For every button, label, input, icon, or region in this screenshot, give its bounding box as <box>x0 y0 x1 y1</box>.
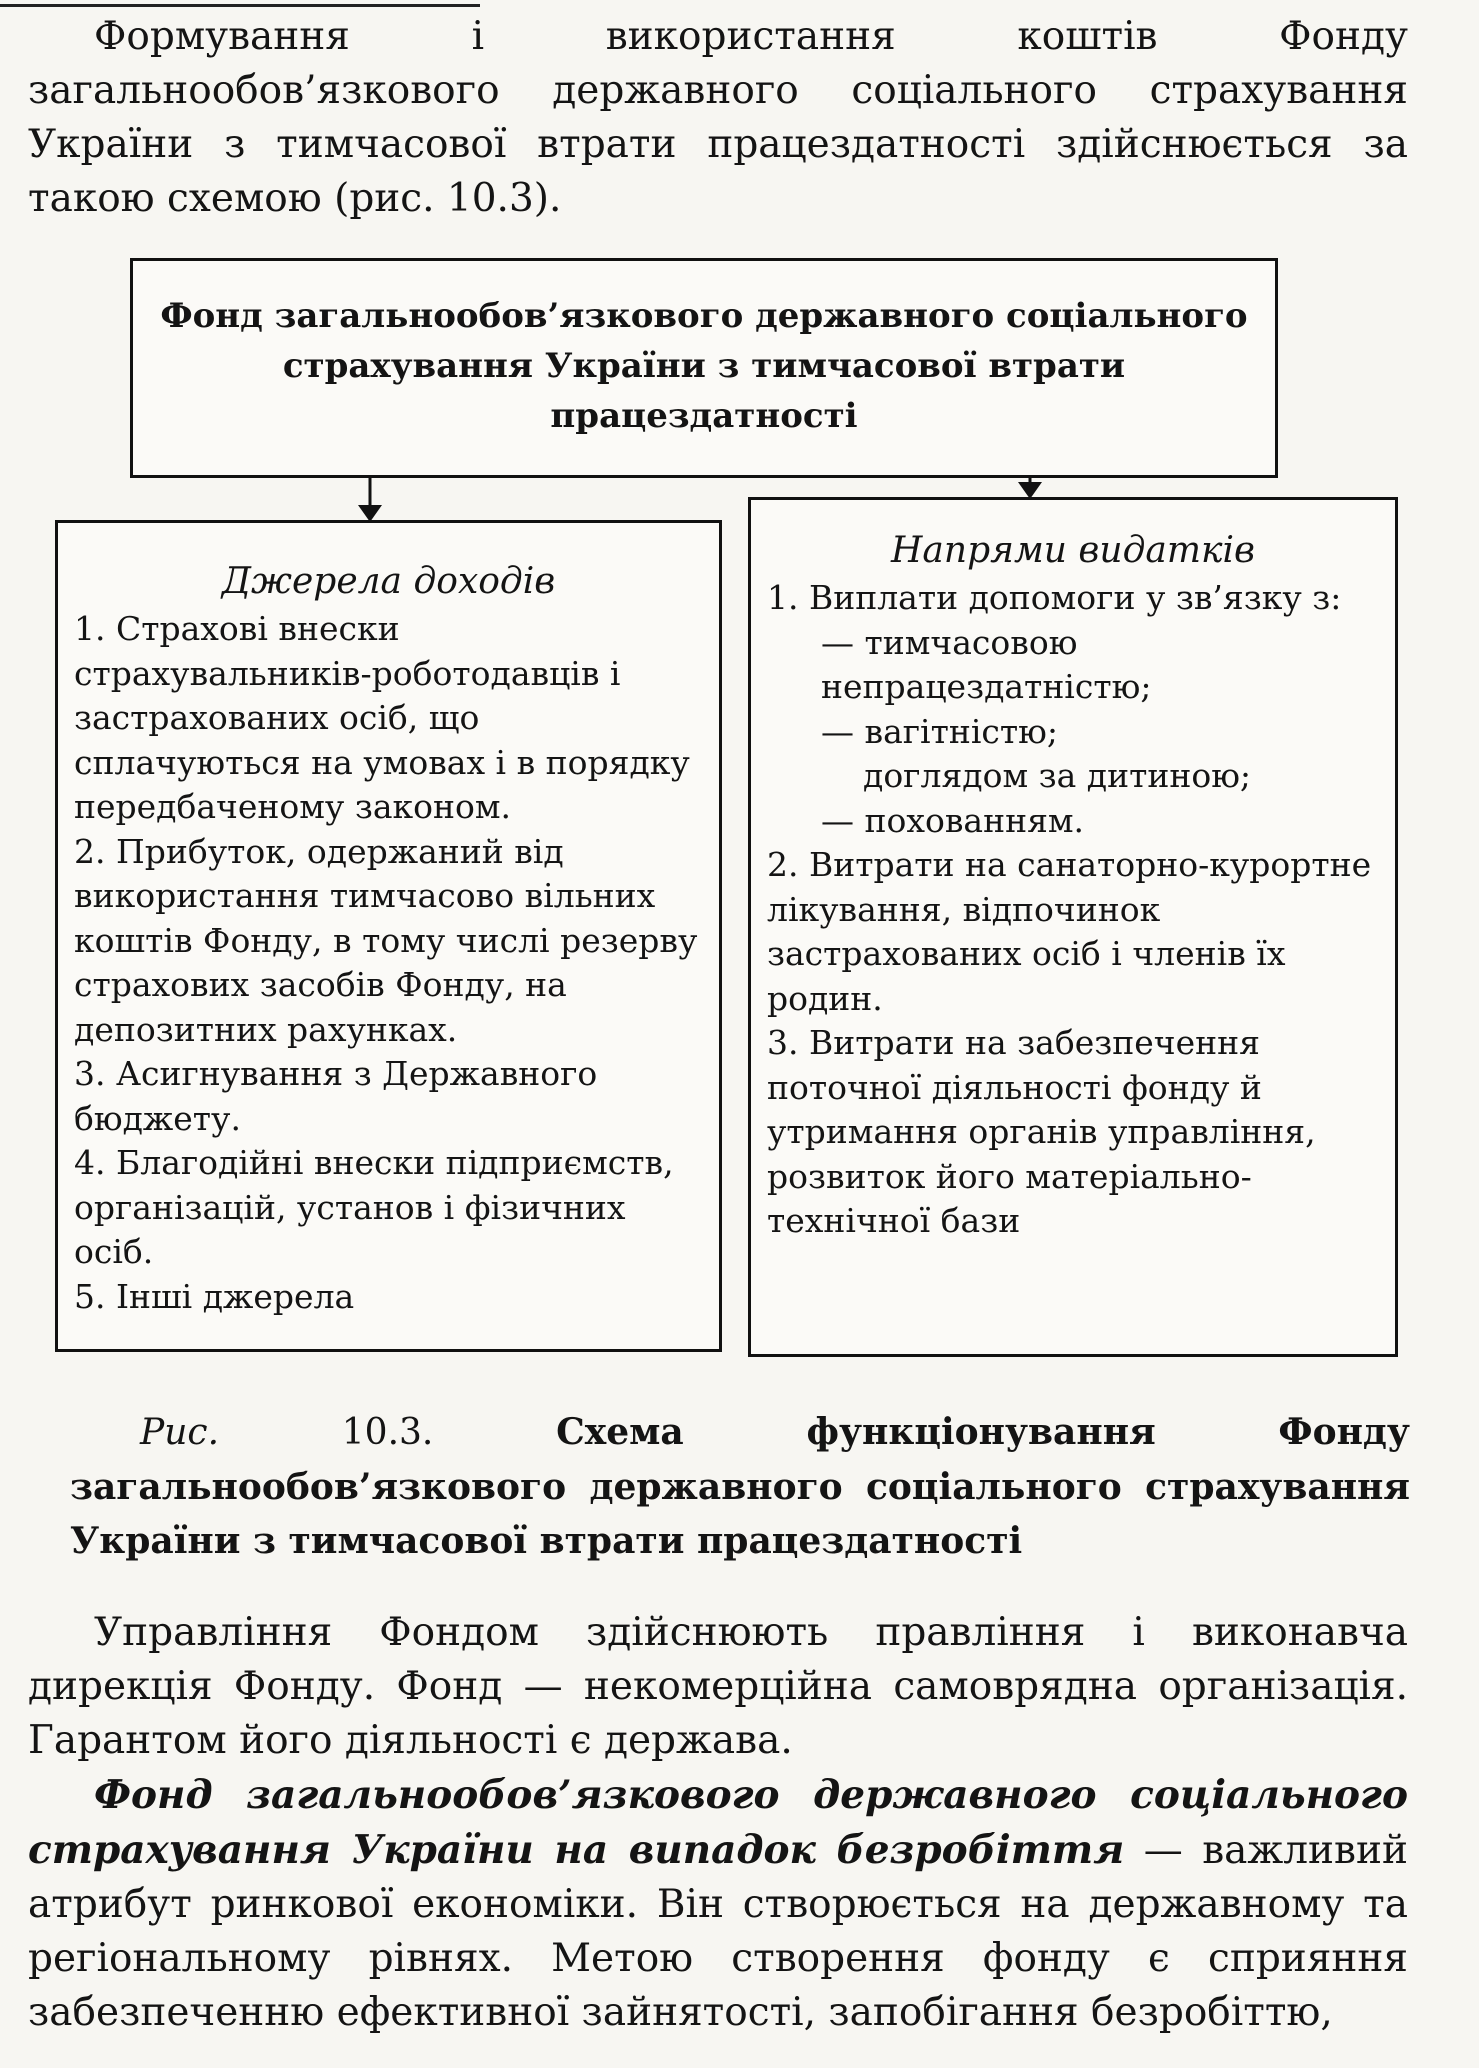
income-item: 1. Страхові внески страхувальників-роботодавців і застрахованих осіб, що сплачуються на умовах і в порядку передбаченому законом. <box>74 609 690 826</box>
figure-caption-text: Схема функціонування Фонду загальнообов’язкового державного соціального страхування України з тимчасової втрати працездатності <box>70 1411 1410 1562</box>
income-sources-list <box>58 607 719 1319</box>
unemployment-fund-term: Фонд загальнообов’язкового державного соціального страхування України на випадок безробіття <box>28 1772 1408 1873</box>
expense-directions-title: Напрями видатків <box>891 530 1255 571</box>
expense-item: 3. Витрати на забезпечення поточної діяльності фонду й утримання органів управління, розвиток його матеріально-технічної бази <box>767 1023 1316 1240</box>
income-item: 5. Інші джерела <box>74 1276 355 1316</box>
income-item: 3. Асигнування з Державного бюджету. <box>74 1054 598 1138</box>
expense-subitem: — похованням. <box>821 800 1085 840</box>
unemployment-fund-paragraph <box>28 1768 1408 2040</box>
figure-caption-number: 10.3. <box>341 1412 434 1453</box>
expense-subitem: — тимчасовою непрацездатністю; <box>821 622 1152 706</box>
figure-caption <box>70 1405 1410 1568</box>
expense-directions-list <box>751 576 1395 1244</box>
fund-box-label: Фонд загальнообов’язкового державного соціального страхування України з тимчасової втрати працездатності <box>160 296 1248 436</box>
unemployment-fund-text: — важливий атрибут ринкової економіки. Він створюється на державному та регіональному рівнях. Метою створення фонду є сприяння забезпеченню ефективної зайнятості, запобігання безробіттю, <box>28 1828 1408 2035</box>
income-item: 2. Прибуток, одержаний від використання тимчасово вільних коштів Фонду, в тому числі резерву страхових засобів Фонду, на депозитних рахунках. <box>74 831 698 1049</box>
fund-box <box>130 258 1278 478</box>
expense-item: 1. Виплати допомоги у зв’язку з: <box>767 578 1342 617</box>
expense-subitem: — вагітністю; <box>821 711 1058 751</box>
expense-item: 2. Витрати на санаторно-курортне лікування, відпочинок застрахованих осіб і членів їх родин. <box>767 845 1372 1018</box>
income-sources-title: Джерела доходів <box>221 561 556 602</box>
income-sources-box <box>55 520 722 1352</box>
expense-subitem: доглядом за дитиною; <box>863 756 1252 795</box>
figure-caption-label: Рис. <box>140 1412 220 1453</box>
management-paragraph: Управління Фондом здійснюють правління і виконавча дирекція Фонду. Фонд — некомерційна самоврядна організація. Гарантом його діяльності є держава. <box>28 1610 1408 1763</box>
intro-paragraph: Формування і використання коштів Фонду загальнообов’язкового державного соціального страхування України з тимчасової втрати працездатності здійснюється за такою схемою (рис. 10.3). <box>28 14 1408 221</box>
income-item: 4. Благодійні внески підприємств, організацій, установ і фізичних осіб. <box>74 1143 674 1271</box>
expense-directions-box <box>748 497 1398 1357</box>
